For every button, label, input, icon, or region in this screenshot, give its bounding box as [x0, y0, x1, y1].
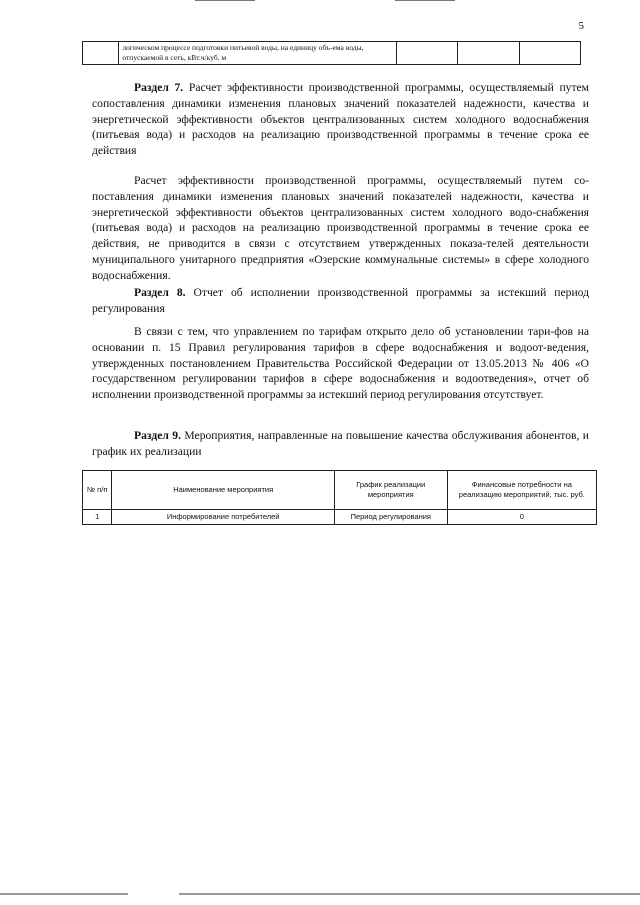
table-cell: логическом процессе подготовки питьевой воды, на единицу объ-ема воды, отпускаемой в сеть, кВт.ч/куб. м [119, 42, 397, 65]
table-header-row [83, 471, 597, 510]
table-cell [396, 42, 457, 65]
table-cell: Информирование потребителей [112, 510, 334, 525]
section-8-paragraph [92, 324, 589, 403]
table-cell: 0 [447, 510, 596, 525]
column-header-schedule: График реализации мероприятия [334, 471, 447, 510]
continuation-table [82, 41, 581, 65]
section-7-paragraph [92, 173, 589, 284]
page-number: 5 [578, 20, 584, 32]
section-8-heading [92, 285, 589, 317]
table-cell [519, 42, 580, 65]
events-table [82, 470, 597, 525]
section-7-heading [92, 80, 589, 159]
table-cell [458, 42, 519, 65]
section-title: Отчет об исполнении производственной программы за истекший период регулирования [92, 286, 590, 315]
section-title: Мероприятия, направленные на повышение качества обслуживания абонентов, и график их реализации [92, 429, 589, 458]
table-cell: 1 [83, 510, 112, 525]
column-header-number: № п/п [83, 471, 112, 510]
scan-artifact [395, 0, 455, 1]
column-header-name: Наименование мероприятия [112, 471, 334, 510]
paragraph-text: В связи с тем, что управлением по тарифам открыто дело об установлении тари-фов на основании п. 15 Правил регулирования тарифов в сфере водоснабжения и водоот-ведения, утвержденных постановлением Правительства Российской Федерации от 13.05.2013 № 406 «О государственном регулировании тарифов в сфере водоснабжения и водоотведения», отчет об исполнении производственной программы за истекший период регулирования отсутствует. [92, 325, 589, 402]
table-cell [83, 42, 119, 65]
paragraph-text: Расчет эффективности производственной программы, осуществляемый путем со-поставления динамики изменения плановых значений показателей надежности, качества и энергетической эффективности объектов централизованных систем холодного водо-снабжения (питьевая вода) и расходов на реализацию производственной программы в течение срока ее действия, не приводится в связи с отсутствием утвержденных показа-телей деятельности муниципального унитарного предприятия «Озерские коммунальные системы» в сфере холодного водоснабжения. [92, 174, 589, 282]
column-header-finance: Финансовые потребности на реализацию мероприятий, тыс. руб. [447, 471, 596, 510]
section-label: Раздел 9. [134, 429, 181, 442]
table-row [83, 510, 597, 525]
table-cell: Период регулирования [334, 510, 447, 525]
table-row [83, 42, 581, 65]
section-9-heading [92, 428, 589, 460]
section-label: Раздел 7. [134, 81, 184, 94]
section-title: Расчет эффективности производственной программы, осуществляемый путем сопоставления динамики изменения плановых значений показателей надежности, качества и энергетической эффективности объектов централизованных систем холодного водоснабжения (питьевая вода) и расходов на реализацию производственной программы в течение срока ее действия [92, 81, 590, 158]
scan-artifact [195, 0, 255, 1]
section-label: Раздел 8. [134, 286, 186, 299]
scan-artifact [0, 893, 640, 895]
